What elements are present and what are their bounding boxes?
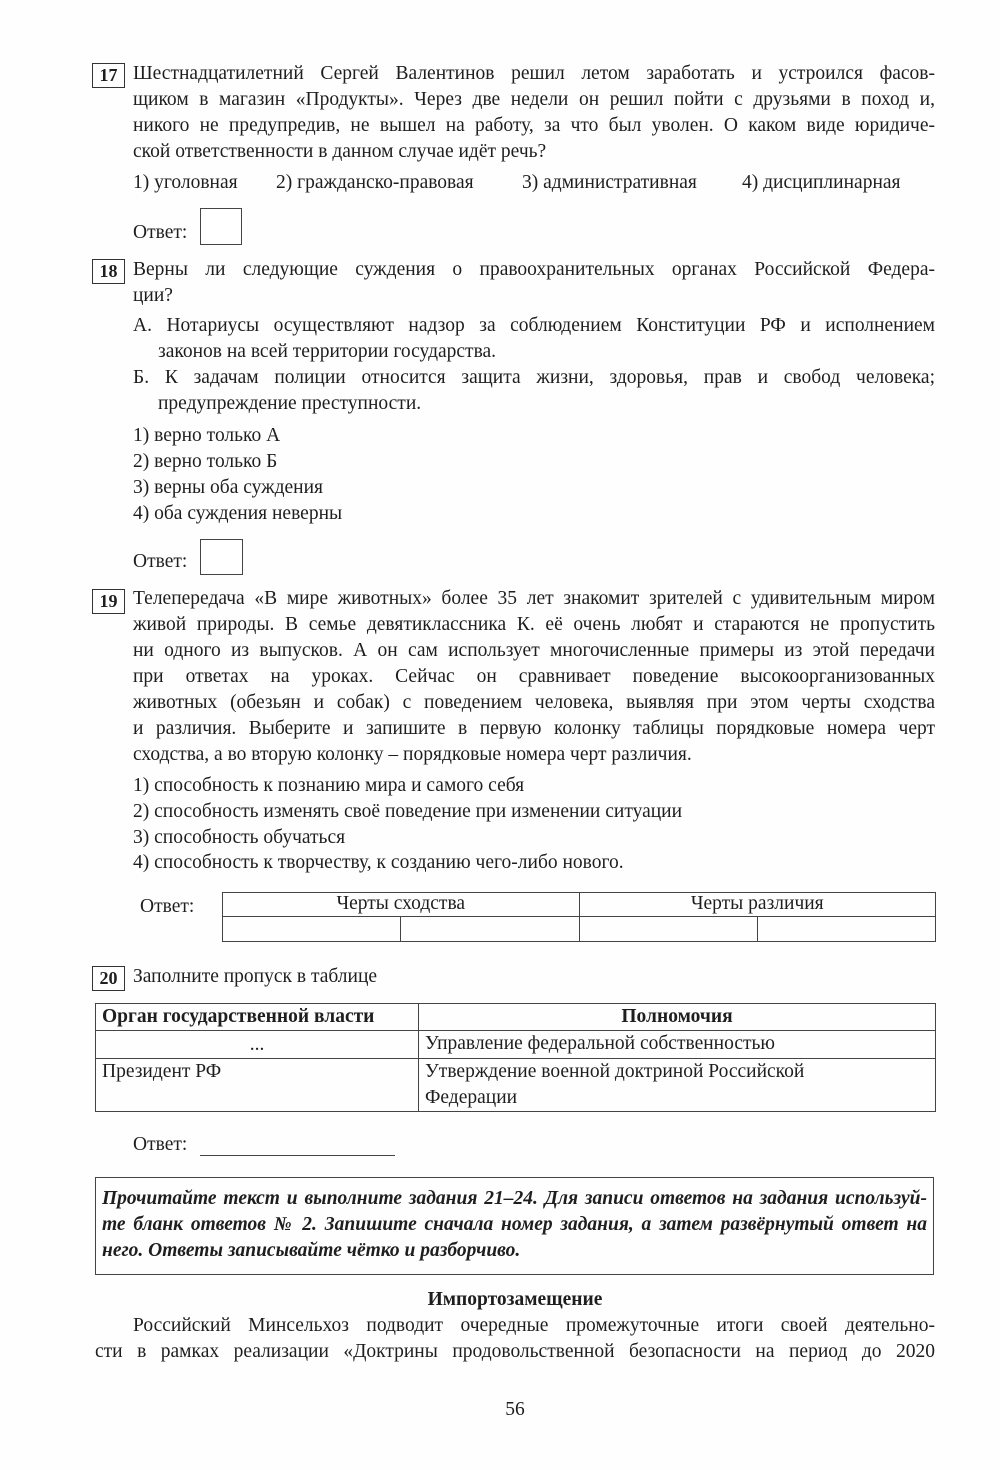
q18-option-1: 1) верно только А bbox=[133, 425, 281, 446]
header-powers: Полномочия bbox=[419, 1004, 936, 1031]
q19-option-2: 2) способность изменять своё поведение при изменении ситуации bbox=[133, 801, 683, 822]
q18-statement-a-cont: законов на всей территории государства. bbox=[158, 341, 497, 362]
text-line: Российский Минсельхоз подводит очередные промежуточные итоги своей деятельно- bbox=[133, 1315, 935, 1336]
text-title: Импортозамещение bbox=[427, 1289, 603, 1310]
text-line: сти в рамках реализации «Доктрины продовольственной безопасности на период до 2020 bbox=[95, 1341, 935, 1362]
answer-cell[interactable] bbox=[401, 917, 579, 942]
header-organ: Орган государственной власти bbox=[96, 1004, 419, 1031]
q18-option-2: 2) верно только Б bbox=[133, 451, 278, 472]
q17-option-4: 4) дисциплинарная bbox=[742, 172, 901, 193]
q20-prompt: Заполните пропуск в таблице bbox=[133, 966, 378, 987]
q18-option-4: 4) оба суждения неверны bbox=[133, 503, 343, 524]
q18-text-line: ции? bbox=[133, 285, 173, 306]
instruction-line: Прочитайте текст и выполните задания 21–24. Для записи ответов на задания используй- bbox=[102, 1188, 927, 1209]
q20-answer-line[interactable] bbox=[200, 1155, 395, 1156]
q18-option-3: 3) верны оба суждения bbox=[133, 477, 324, 498]
question-number-17: 17 bbox=[92, 63, 125, 88]
answer-label: Ответ: bbox=[140, 896, 195, 917]
q19-text-line: при ответах на уроках. Сейчас он сравнивает поведение высокоорганизованных bbox=[133, 666, 935, 687]
q19-text-line: и различия. Выберите и запишите в первую колонку таблицы порядковые номера черт bbox=[133, 718, 935, 739]
q17-text-line: ской ответственности в данном случае идёт речь? bbox=[133, 141, 547, 162]
q18-answer-box[interactable] bbox=[200, 539, 243, 575]
page-number: 56 bbox=[505, 1399, 525, 1420]
answer-label: Ответ: bbox=[133, 551, 188, 572]
instruction-box bbox=[95, 1177, 934, 1275]
question-number-20: 20 bbox=[92, 966, 125, 991]
q17-option-1: 1) уголовная bbox=[133, 172, 238, 193]
header-differences: Черты различия bbox=[579, 893, 936, 917]
instruction-line: те бланк ответов № 2. Запишите сначала номер задания, а затем развёрнутый ответ на bbox=[102, 1214, 927, 1235]
q17-answer-box[interactable] bbox=[200, 208, 242, 245]
q18-statement-a: А. Нотариусы осуществляют надзор за соблюдением Конституции РФ и исполнением bbox=[133, 315, 935, 336]
q19-answer-table bbox=[222, 892, 936, 942]
q19-text-line: сходства, а во вторую колонку – порядковые номера черт различия. bbox=[133, 744, 692, 765]
answer-cell[interactable] bbox=[223, 917, 401, 942]
answer-cell[interactable] bbox=[579, 917, 757, 942]
q18-statement-b-cont: предупреждение преступности. bbox=[158, 393, 422, 414]
power-cell: Управление федеральной собственностью bbox=[419, 1031, 936, 1059]
q17-text-line: Шестнадцатилетний Сергей Валентинов решил летом заработать и устроился фасов- bbox=[133, 63, 935, 84]
q19-text-line: ни одного из выпусков. А он сам использует многочисленные примеры из этой передачи bbox=[133, 640, 935, 661]
organ-cell: Президент РФ bbox=[96, 1059, 419, 1112]
q19-option-4: 4) способность к творчеству, к созданию чего-либо нового. bbox=[133, 852, 624, 873]
power-cell: Утверждение военной доктриной Российской Федерации bbox=[419, 1059, 936, 1112]
header-similarities: Черты сходства bbox=[223, 893, 580, 917]
organ-cell-blank: ... bbox=[96, 1031, 419, 1059]
q19-text-line: живой природы. В семье девятиклассника К. её очень любят и стараются не пропустить bbox=[133, 614, 935, 635]
q19-text-line: Телепередача «В мире животных» более 35 лет знакомит зрителей с удивительным миром bbox=[133, 588, 935, 609]
question-number-18: 18 bbox=[92, 259, 125, 284]
question-number-19: 19 bbox=[92, 589, 125, 614]
q19-text-line: животных (обезьян и собак) с поведением человека, выявляя при этом черты сходства bbox=[133, 692, 935, 713]
instruction-line: него. Ответы записывайте чётко и разборчиво. bbox=[102, 1240, 521, 1261]
answer-cell[interactable] bbox=[757, 917, 935, 942]
q19-option-3: 3) способность обучаться bbox=[133, 827, 346, 848]
q19-option-1: 1) способность к познанию мира и самого себя bbox=[133, 775, 525, 796]
q17-text-line: щиком в магазин «Продукты». Через две недели он решил пойти с друзьями в поход и, bbox=[133, 89, 935, 110]
answer-label: Ответ: bbox=[133, 222, 188, 243]
q20-table bbox=[95, 1003, 936, 1112]
q17-text-line: никого не предупредив, не вышел на работу, за что был уволен. О каком виде юридиче- bbox=[133, 115, 935, 136]
q18-statement-b: Б. К задачам полиции относится защита жизни, здоровья, прав и свобод человека; bbox=[133, 367, 935, 388]
answer-label: Ответ: bbox=[133, 1134, 188, 1155]
q17-option-3: 3) административная bbox=[522, 172, 697, 193]
q17-option-2: 2) гражданско-правовая bbox=[276, 172, 474, 193]
q18-text-line: Верны ли следующие суждения о правоохранительных органах Российской Федера- bbox=[133, 259, 935, 280]
